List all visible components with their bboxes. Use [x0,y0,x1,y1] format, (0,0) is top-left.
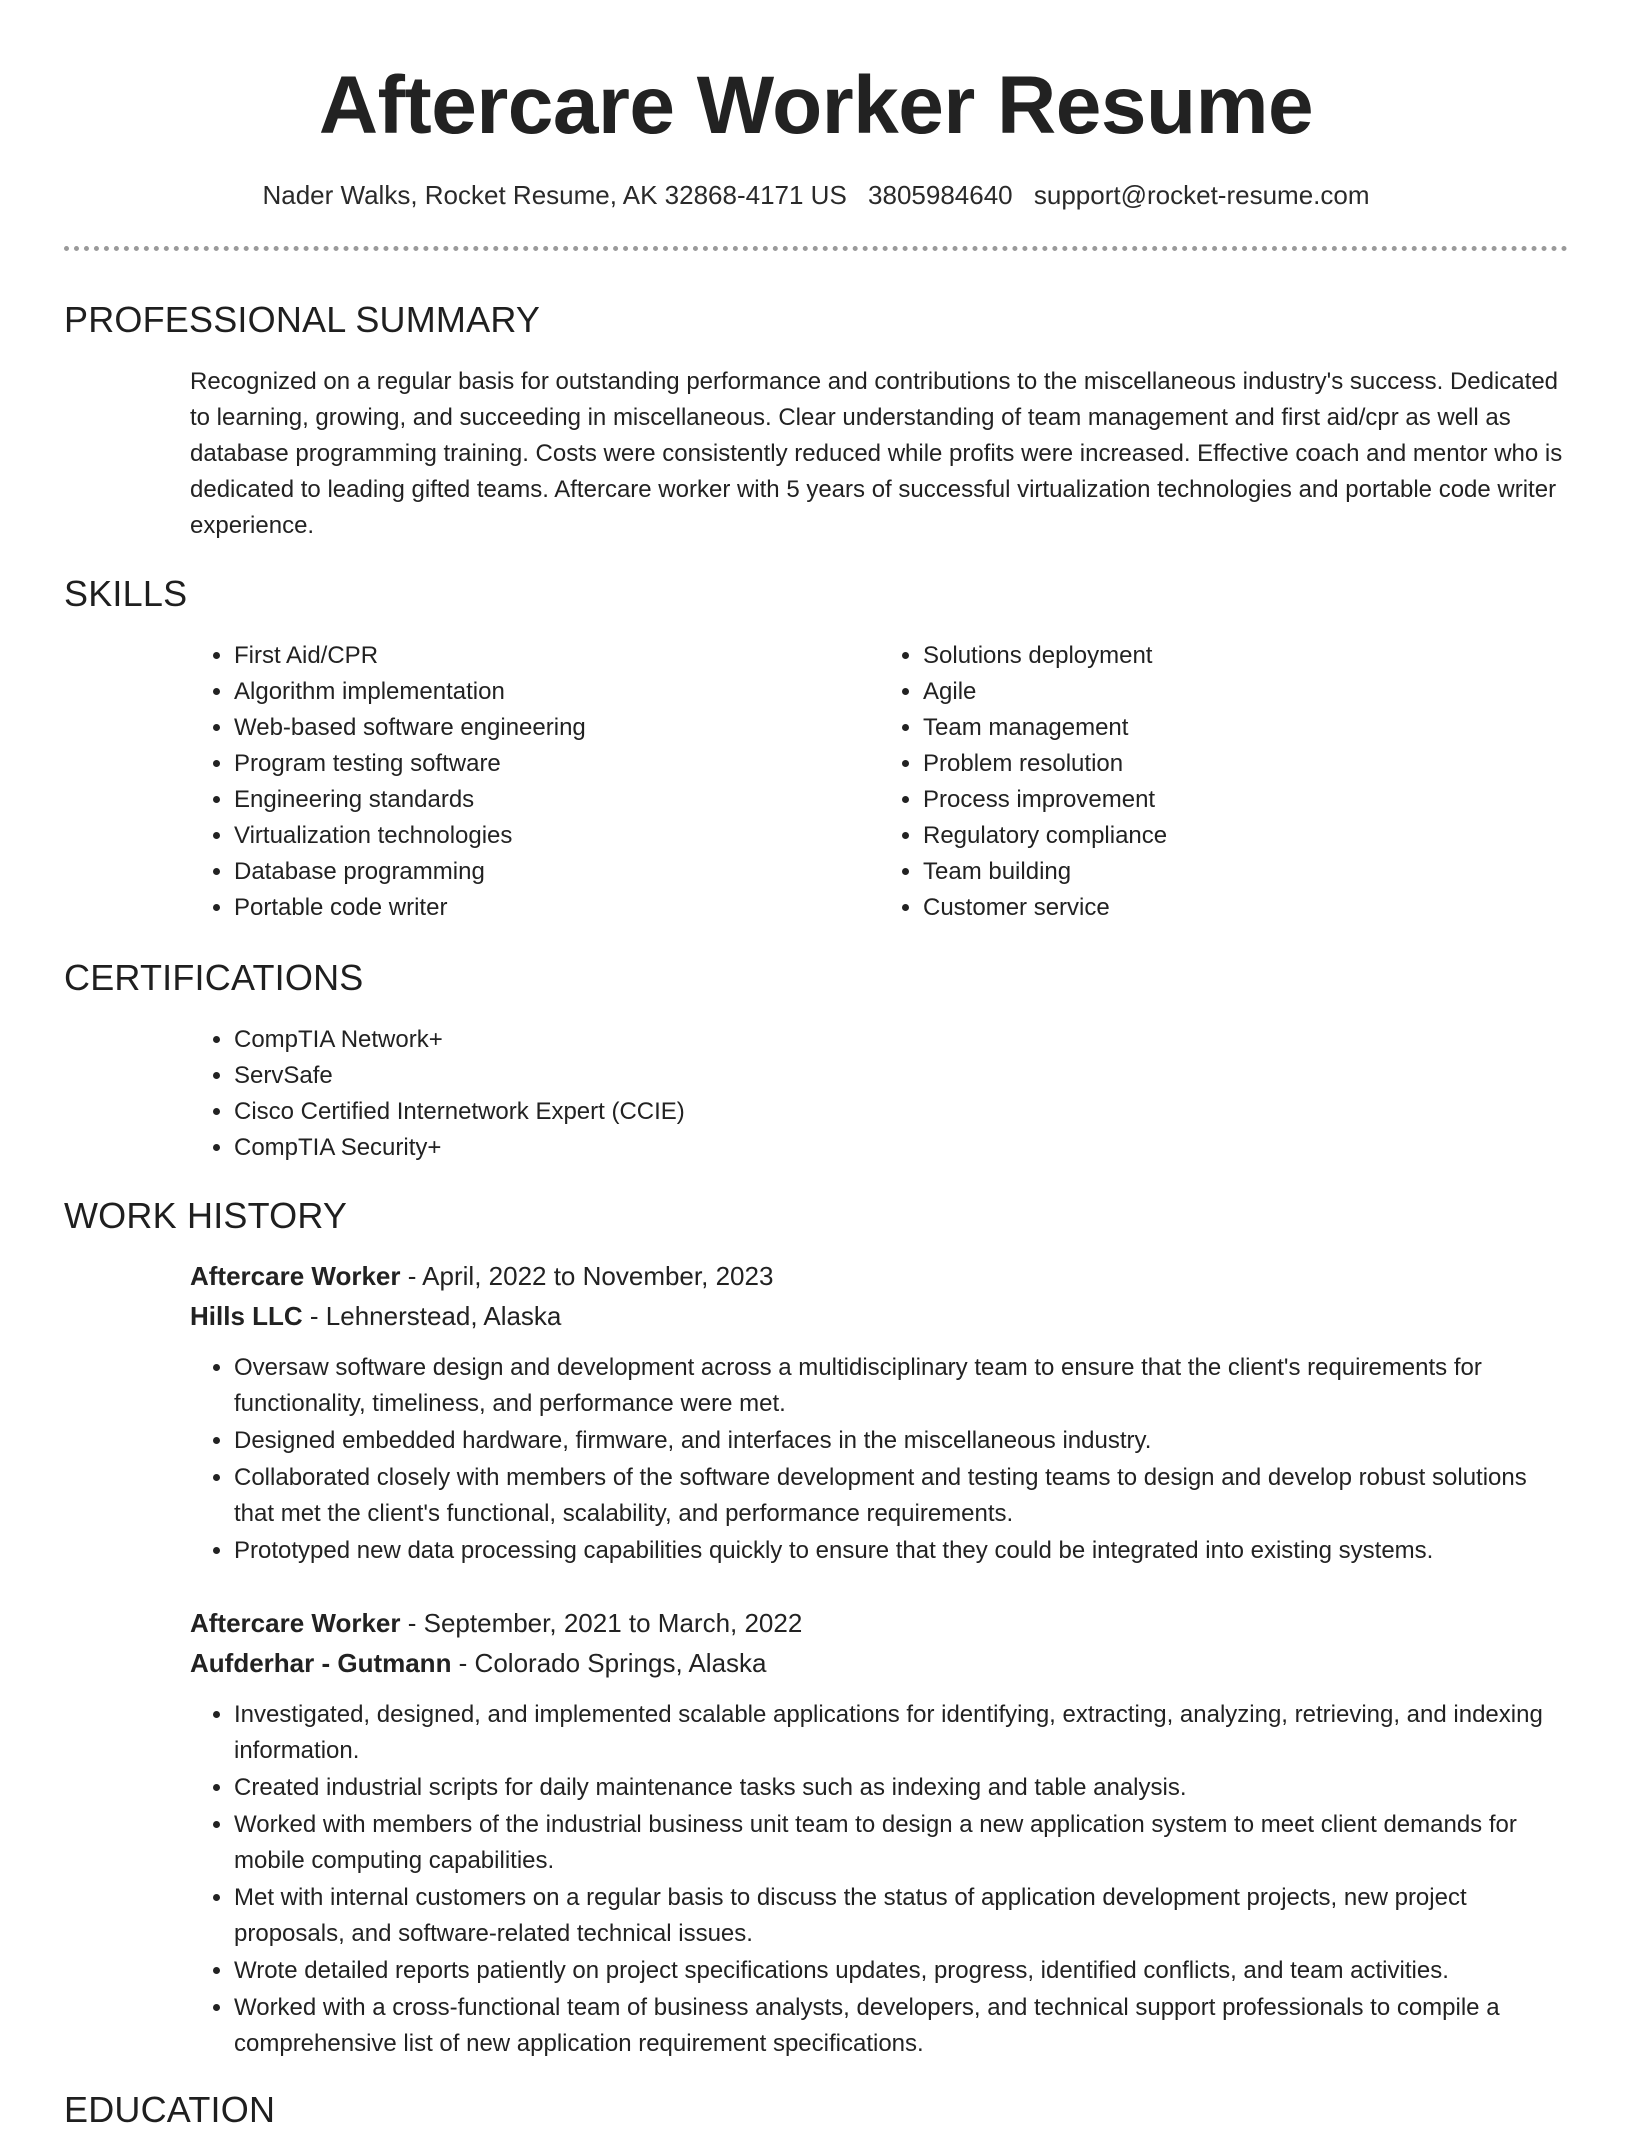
skill-item: • Web-based software engineering [234,710,879,746]
job-location: - Lehnerstead, Alaska [302,1301,562,1331]
job-bullet-list [190,1350,1568,1569]
skills-list-right [879,638,1568,926]
skill-item: • Regulatory compliance [923,818,1568,854]
skill-item: • Problem resolution [923,746,1568,782]
certifications-list [190,1022,1568,1166]
skills-list-left [190,638,879,926]
job-entry [190,1256,1568,1569]
skills-grid [190,638,1568,926]
skill-item: • Team management [923,710,1568,746]
job-company-line [190,1296,1568,1336]
header-divider [64,246,1568,251]
skills-section [64,572,1568,926]
skill-item: • Customer service [923,890,1568,926]
job-bullet: • Wrote detailed reports patiently on project specifications updates, progress, identified conflicts, and team activities. [234,1953,1568,1989]
skill-item: • Solutions deployment [923,638,1568,674]
skill-item: • Virtualization technologies [234,818,879,854]
job-bullet: • Oversaw software design and development across a multidisciplinary team to ensure that the client's requirements for functionality, timeliness, and performance were met. [234,1350,1568,1422]
job-bullet: • Met with internal customers on a regular basis to discuss the status of application development projects, new project proposals, and software-related technical issues. [234,1880,1568,1952]
job-bullet: • Investigated, designed, and implemented scalable applications for identifying, extracting, analyzing, retrieving, and indexing information. [234,1697,1568,1769]
job-dates: - September, 2021 to March, 2022 [400,1608,803,1638]
certification-item: • Cisco Certified Internetwork Expert (CCIE) [234,1094,1568,1130]
skill-item: • Program testing software [234,746,879,782]
job-title-line [190,1256,1568,1296]
certifications-heading: CERTIFICATIONS [64,957,364,998]
job-title: Aftercare Worker [190,1261,401,1291]
job-title: Aftercare Worker [190,1608,401,1638]
work-heading: WORK HISTORY [64,1195,348,1236]
job-dates: - April, 2022 to November, 2023 [400,1261,774,1291]
certifications-wrap [190,1022,1568,1166]
education-section [64,2088,1568,2132]
jobs-list [190,1256,1568,2062]
job-company-line [190,1643,1568,1683]
education-heading: EDUCATION [64,2089,276,2130]
contact-line [64,178,1568,212]
skill-item: • Process improvement [923,782,1568,818]
skills-heading: SKILLS [64,573,188,614]
certification-item: • CompTIA Network+ [234,1022,1568,1058]
skill-item: • Portable code writer [234,890,879,926]
job-bullet: • Collaborated closely with members of the software development and testing teams to design and develop robust solutions that met the client's functional, scalability, and performance requirements. [234,1460,1568,1532]
skill-item: • Database programming [234,854,879,890]
job-company: Aufderhar - Gutmann [190,1648,452,1678]
job-bullet: • Prototyped new data processing capabilities quickly to ensure that they could be integrated into existing systems. [234,1533,1568,1569]
skill-item: • Team building [923,854,1568,890]
certifications-section [64,956,1568,1166]
summary-section [64,298,1568,544]
summary-heading: PROFESSIONAL SUMMARY [64,299,541,340]
resume-page [64,0,1568,2130]
job-bullet: • Worked with a cross-functional team of business analysts, developers, and technical support professionals to compile a comprehensive list of new application requirement specifications. [234,1990,1568,2062]
work-section [64,1194,1568,2063]
job-bullet-list [190,1697,1568,2062]
skill-item: • Engineering standards [234,782,879,818]
job-bullet: • Created industrial scripts for daily maintenance tasks such as indexing and table analysis. [234,1770,1568,1806]
job-company: Hills LLC [190,1301,303,1331]
contact-address: Nader Walks, Rocket Resume, AK 32868-4171 US [262,180,847,210]
summary-text: Recognized on a regular basis for outstanding performance and contributions to the miscellaneous industry's success. Dedicated to learning, growing, and succeeding in miscellaneous. Clear understanding of team management and first aid/cpr as well as database programming training. Costs were consistently reduced while profits were increased. Effective coach and mentor who is dedicated to leading gifted teams. Aftercare worker with 5 years of successful virtualization technologies and portable code writer experience. [190,368,1563,539]
certification-item: • ServSafe [234,1058,1568,1094]
job-entry [190,1603,1568,2062]
job-title-line [190,1603,1568,1643]
skill-item: • Agile [923,674,1568,710]
contact-email: support@rocket-resume.com [1033,180,1370,210]
skill-item: • First Aid/CPR [234,638,879,674]
resume-title: Aftercare Worker Resume [318,60,1314,151]
contact-phone: 3805984640 [868,180,1013,210]
job-bullet: • Designed embedded hardware, firmware, and interfaces in the miscellaneous industry. [234,1423,1568,1459]
certification-item: • CompTIA Security+ [234,1130,1568,1166]
job-location: - Colorado Springs, Alaska [451,1648,767,1678]
skill-item: • Algorithm implementation [234,674,879,710]
job-bullet: • Worked with members of the industrial business unit team to design a new application system to meet client demands for mobile computing capabilities. [234,1807,1568,1879]
